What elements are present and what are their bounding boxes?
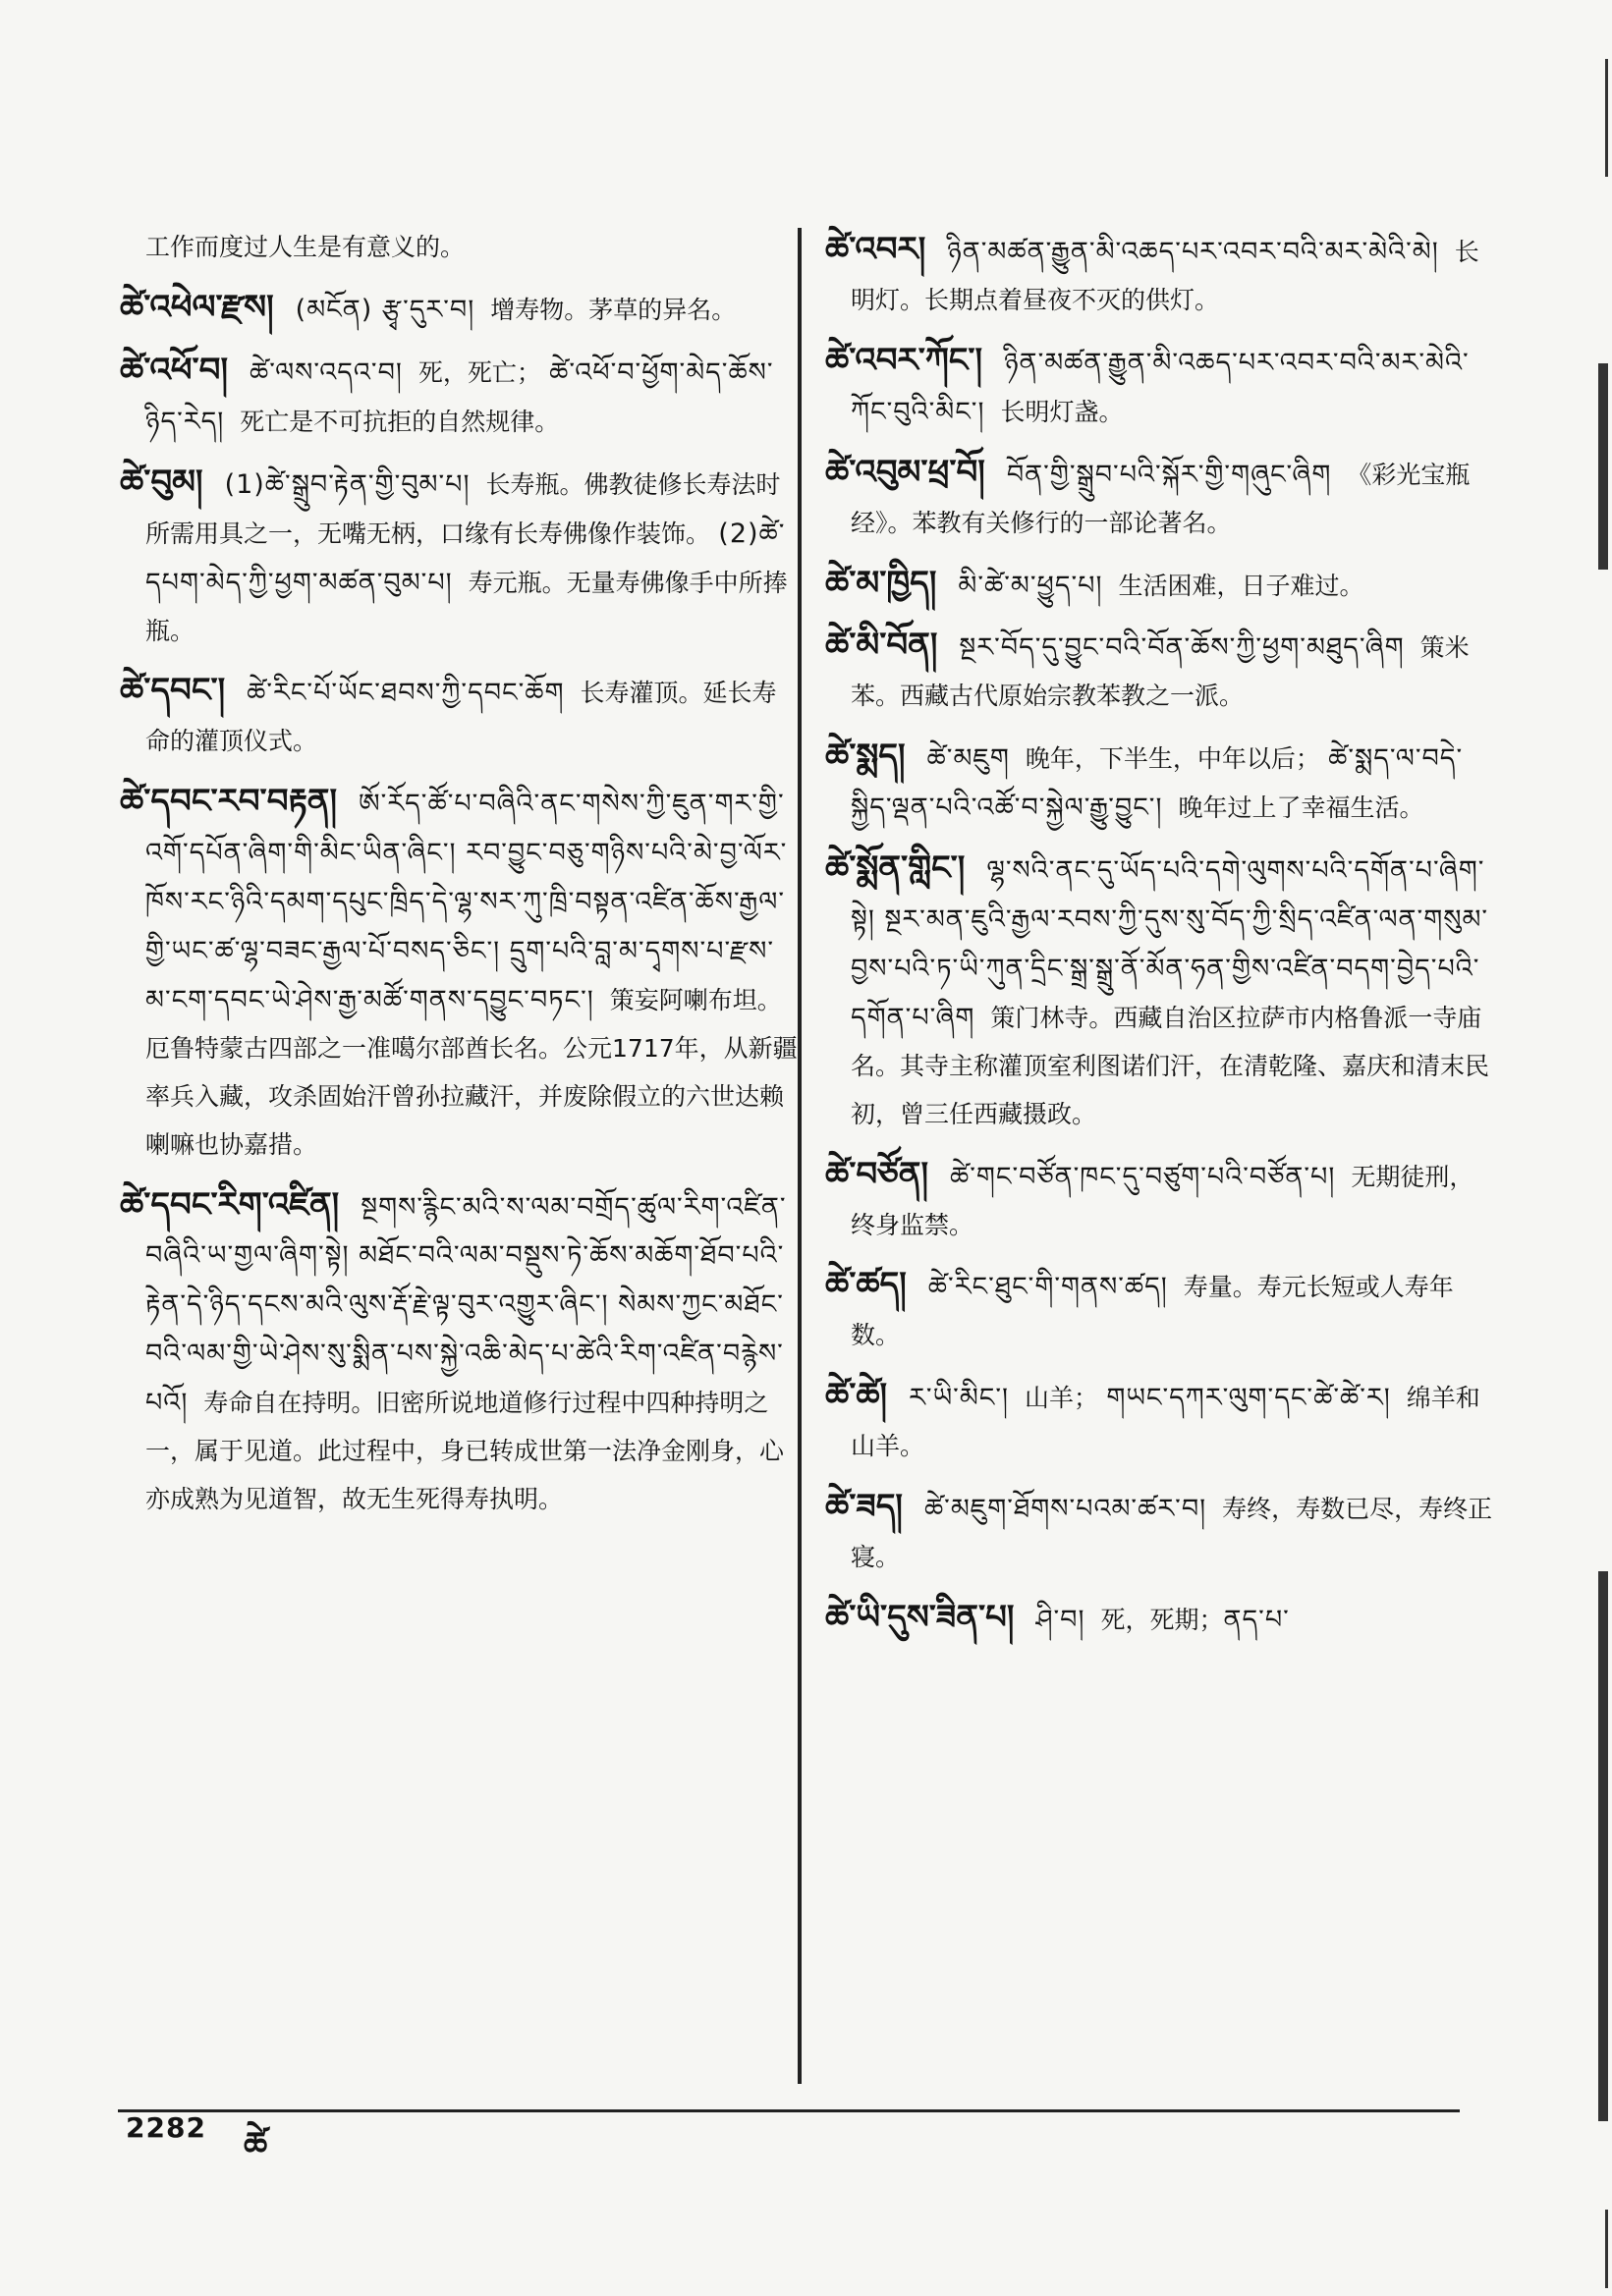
page-number: 2282 [126,2111,206,2144]
entry-example-chinese: 绵羊和山羊。 [851,1384,1480,1461]
entry [825,558,1493,611]
entry-headword: ཚེ་མི་བོན། [825,626,938,666]
entry-tibetan: ཤི་བ། [1035,1604,1085,1635]
entry-tibetan: སྔར་བོད་དུ་བྱུང་བའི་བོན་ཆོས་ཀྱི་ཕྱག་མཐུད་ཞིག [959,632,1405,664]
entry-chinese: 死，死亡； [417,357,541,387]
entry-chinese: 寿量。寿元长短或人寿年数。 [851,1273,1454,1350]
column-divider [798,228,802,2084]
entry-chinese: 长寿瓶。佛教徒修长寿法时所需用具之一，无嘴无柄，口缘有长寿佛像作装饰。 [145,469,781,548]
entry [825,843,1493,1139]
entry-chinese: 寿终，寿数已尽，寿终正寝。 [851,1495,1493,1571]
footer-rule [118,2109,1460,2112]
entry-tibetan: ཉིན་མཚན་རྒྱུན་མི་འཆད་པར་འབར་བའི་མར་མེའི་མེ། [947,237,1439,267]
entry-tibetan: (1)ཚེ་སྒྲུབ་རྟེན་གྱི་བུམ་པ། [224,468,471,500]
edge-mark [1605,2210,1608,2288]
entry-headword: ཚེ་སྨད། [825,737,906,777]
entry-continuation [145,224,798,272]
entry-tibetan: མི་ཚེ་མ་ཕྱུད་པ། [958,570,1103,601]
entry [825,731,1493,833]
entry-chinese: 策门林寺。西藏自治区拉萨市内格鲁派一寺庙名。其寺主称灌顶室利图诺们汗，在清乾隆、嘉庆和清末民初，曾三任西藏摄政。 [851,1003,1490,1128]
entry [825,224,1493,325]
entry-tibetan: ཚེ་མཇུག [926,743,1010,775]
entry [825,620,1493,721]
entry-headword: ཚེ་ཚེ། [825,1376,888,1416]
entry-tibetan: (མངོན) རྩྭ་དུར་བ། [295,294,475,325]
entry-sense2-tibetan: (2)ཚེ་དཔག་མེད་ཀྱི་ཕྱག་མཚན་བུམ་པ། [145,518,786,598]
entry-headword: ཚེ་འབར། [825,230,926,269]
entry-headword: ཚེ་སྨོན་གླིང་། [825,848,966,889]
entry-headword: ཚེ་འཕོ་བ། [120,350,229,390]
entry-chinese: 策妄阿喇布坦。厄鲁特蒙古四部之一准噶尔部酋长名。公元1717年，从新疆率兵入藏，攻杀固始汗曾孙拉藏汗，并废除假立的六世达赖喇嘛也协嘉措。 [145,985,798,1159]
entry [120,457,798,656]
entry-tibetan: ལྷ་སའི་ནང་དུ་ཡོད་པའི་དགེ་ལུགས་པའི་དགོན་པ་ཞིག་སྟེ། སྔར་མན་ཇུའི་རྒྱལ་རབས་ཀྱི་དུས་སུ་བོད་ཀྱི་སྲིད་འཛིན་ལན་གསུམ་བྱས་པའི་ཏ་ཡི་ཀུན་དྲིང་སྒྲ་སྒྲུ་ནོ་མོན་ཧན་གྱིས་འཛིན་བདག་བྱེད་པའི་དགོན་པ་ཞིག [851,855,1489,1033]
entry [120,776,798,1169]
entry-chinese: 长明灯盏。 [1000,397,1124,426]
entry [825,447,1493,548]
entry-chinese: 工作而度过人生是有意义的。 [145,233,466,261]
entry-chinese: 策米苯。西藏古代原始宗教苯教之一派。 [851,633,1470,711]
entry-example-chinese: 晚年过上了幸福生活。 [1178,793,1424,823]
entry-tibetan: བོན་གྱི་སྒྲུབ་པའི་སྐོར་གྱི་གཞུང་ཞིག [1006,459,1332,490]
entry-headword: ཚེ་བཙོན། [825,1154,928,1194]
entry-example-tibetan: ཚེ་སྨད་ལ་བདེ་སྐྱིད་ལྡན་པའི་འཚོ་བ་སྐྱེལ་རྒྱུ་བྱུང་། [851,743,1464,824]
entry-headword: ཚེ་དབང་། [120,671,226,711]
entry-example-tibetan: གཡང་དཀར་ལུག་དང་ཚེ་ཚེ་ར། [1106,1383,1391,1414]
entry-headword: ཚེ་དབང་རབ་བརྟན། [120,782,338,822]
entry-headword: ཚེ་ཡི་དུས་ཟིན་པ། [825,1597,1015,1637]
entry-headword: ཚེ་དབང་རིག་འཛིན། [120,1184,340,1225]
entry-tibetan: ར་ཡི་མིང་། [909,1383,1010,1414]
entry [825,1592,1493,1645]
entry-example-chinese: 死亡是不可抗拒的自然规律。 [240,407,560,436]
entry [825,1149,1493,1250]
entry-chinese: 《彩光宝瓶经》。苯教有关修行的一部论著名。 [851,460,1471,537]
entry-chinese: 寿命自在持明。旧密所说地道修行过程中四种持明之一，属于见道。此过程中，身已转成世第一法净金刚身，心亦成熟为见道智，故无生死得寿执明。 [145,1389,785,1514]
entry-headword: ཚེ་མ་ཁྱིད། [825,563,937,603]
entry [120,1179,798,1524]
entry-chinese: 增寿物。茅草的异名。 [490,295,737,324]
entry-chinese: 长明灯。长期点着昼夜不灭的供灯。 [851,238,1479,314]
edge-mark [1598,363,1608,570]
edge-mark [1598,1571,1608,2121]
entry-chinese: 死，死期； [1100,1605,1224,1634]
entry-tibetan: ཚེ་མཇུག་ཐོགས་པའམ་ཚར་བ། [923,1494,1207,1525]
entry-chinese: 生活困难，日子难过。 [1118,571,1364,600]
right-column [825,224,1493,1655]
entry-tibetan: སྔགས་རྙིང་མའི་ས་ལམ་བགྲོད་ཚུལ་རིག་འཛིན་བཞིའི་ཡ་གྱལ་ཞིག་སྟེ། མཐོང་བའི་ལམ་བསྡུས་ཏེ་ཆོས་མཆོག་ཐོབ་པའི་རྟེན་དེ་ཉིད་དངས་མའི་ལུས་རྡོ་རྗེ་ལྟ་བུར་འགྱུར་ཞིང་། སེམས་ཀྱང་མཐོང་བའི་ལམ་གྱི་ཡེ་ཤེས་སུ་སྨིན་པས་སྐྱེ་འཆི་མེད་པ་ཚེའི་རིག་འཛིན་བརྙེས་པའོ། [145,1191,787,1419]
entry-chinese: 晚年，下半生，中年以后； [1025,744,1320,774]
entry-example-tibetan: ཚེ་འཕོ་བ་ཕྱོག་མེད་ཆོས་ཉིད་རེད། [145,356,774,437]
entry [825,1259,1493,1360]
entry-headword: ཚེ་བུམ། [120,462,203,502]
entry-tibetan: ཚེ་གང་བཙོན་ཁང་དུ་བཙུག་པའི་བཙོན་པ། [950,1161,1336,1192]
entry [120,282,798,335]
entry-chinese: 山羊； [1025,1384,1099,1413]
entry-headword: ཚེ་ཚད། [825,1265,907,1305]
entry-headword: ཚེ་འབར་ཀོང་། [825,340,983,380]
entry-tibetan: ཚེ་རིང་ཐུང་གི་གནས་ཚད། [927,1272,1168,1303]
edge-mark [1605,59,1608,177]
entry-tibetan: ཚེ་རིང་པོ་ཡོང་ཐབས་ཀྱི་དབང་ཆོག [247,678,565,709]
entry-sense2-chinese: 寿元瓶。无量寿佛像手中所捧瓶。 [145,568,788,645]
left-column [120,224,798,1534]
entry-tibetan: ཨོ་རོད་ཚོ་པ་བཞིའི་ནང་གསེས་ཀྱི་ཇུན་གར་གྱི་འགོ་དཔོན་ཞིག་གི་མིང་ཡིན་ཞིང་། རབ་བྱུང་བཅུ་གཉིས་པའི་མེ་བྱ་ལོར་ཁོས་རང་ཉིའི་དམག་དཔུང་ཁྲིད་དེ་ལྷ་སར་ཀུ་ཁྲི་བསྟན་འཛིན་ཆོས་རྒྱལ་གྱི་ཡང་ཚ་ལྷ་བཟང་རྒྱལ་པོ་བསད་ཅིང་། དྲུག་པའི་བླ་མ་དྭགས་པ་རྫས་མ་ངག་དབང་ཡེ་ཤེས་རྒྱ་མཚོ་གནས་དབྱུང་བཏང་། [145,789,788,1015]
scan-edge-marks [1569,0,1608,2296]
entry-headword: ཚེ་ཟད། [825,1487,903,1527]
entry [825,1370,1493,1471]
entry-tibetan: ཉིན་མཚན་རྒྱུན་མི་འཆད་པར་འབར་བའི་མར་མེའི་ཀོང་བུའི་མིང་། [851,347,1470,427]
entry [825,1481,1493,1582]
entry [120,665,798,766]
section-letter: ཚེ [244,2125,268,2164]
entry-chinese: 长寿灌顶。延长寿命的灌顶仪式。 [145,679,777,756]
entry-tibetan: ཚེ་ལས་འདའ་བ། [250,356,403,388]
entry [120,345,798,447]
entry-headword: ཚེ་འབུམ་ཕྲ་བོ། [825,452,985,492]
entry-example-tibetan: ནད་པ་ [1223,1604,1290,1635]
entry-headword: ཚེ་འཕེལ་རྫས། [120,287,274,327]
entry-chinese: 无期徒刑，终身监禁。 [851,1162,1474,1239]
entry [825,335,1493,437]
